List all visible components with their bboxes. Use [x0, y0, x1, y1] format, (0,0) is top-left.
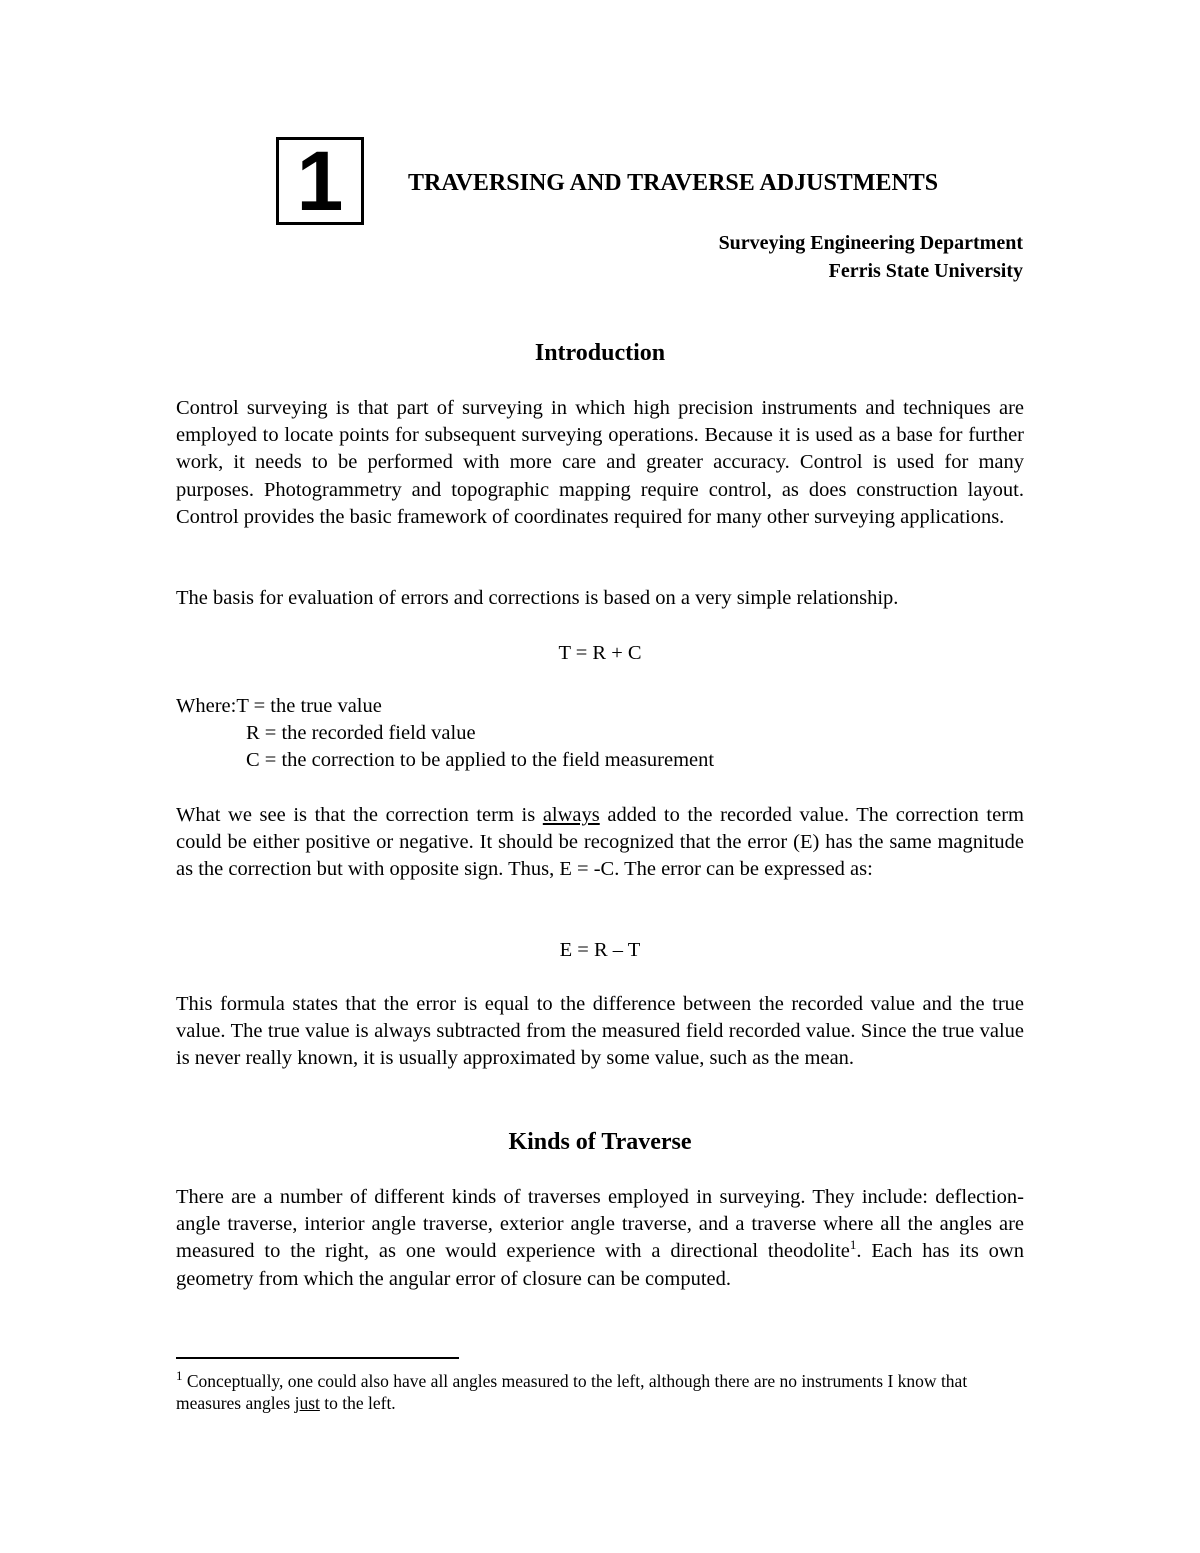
definition-t: T = the true value — [236, 695, 382, 717]
where-label: Where: — [176, 695, 237, 717]
intro-paragraph-2: The basis for evaluation of errors and corrections is based on a very simple relationship. — [176, 587, 899, 609]
paragraph-3-text-start: What we see is that the correction term is — [176, 804, 543, 826]
chapter-title: TRAVERSING AND TRAVERSE ADJUSTMENTS — [408, 170, 939, 196]
kinds-paragraph — [176, 1184, 1024, 1293]
footnote-reference: 1 — [849, 1237, 857, 1253]
paragraph-3-text-end: added to the recorded value. The correction term could be either positive or negative. It should be recognized that the error (E) has the same magnitude as the correction but with opposite sign. Thus, E = -C. The error can be expressed as: — [176, 804, 1024, 881]
definition-r: R = the recorded field value — [246, 722, 476, 745]
definition-c: C = the correction to be applied to the field measurement — [246, 749, 715, 772]
kinds-text-end: . Each has its own geometry from which the angular error of closure can be computed. — [176, 1240, 1024, 1290]
where-definitions — [176, 693, 1024, 775]
formula-true-value: T = R + C — [558, 642, 642, 664]
footnote-text-end: to the left. — [319, 1393, 396, 1413]
footnote-divider — [176, 1357, 459, 1359]
affiliation-block — [719, 229, 1023, 285]
kinds-text-start: There are a number of different kinds of traverses employed in surveying. They include: deflection-angle traverse, interior angle traverse, exterior angle traverse, and a traverse where all the angles are measured to the right, as one would experience with a directional theodolite — [176, 1186, 1024, 1263]
introduction-heading: Introduction — [534, 340, 666, 366]
footnote-1 — [176, 1370, 1024, 1414]
formula-error: E = R – T — [559, 939, 641, 961]
emphasis-just: just — [294, 1393, 320, 1413]
emphasis-always: always — [542, 804, 600, 826]
department-name: Surveying Engineering Department — [718, 232, 1023, 254]
university-name: Ferris State University — [828, 260, 1023, 282]
footnote-marker: 1 — [176, 1368, 183, 1384]
intro-paragraph-1: Control surveying is that part of surveying in which high precision instruments and techniques are employed to locate points for subsequent surveying operations. Because it is used as a base for further work, it needs to be performed with more care and greater accuracy. Control is used for many purposes. Photogrammetry and topographic mapping require control, as does construction layout. Control provides the basic framework of coordinates required for many other surveying applications. — [176, 397, 1024, 528]
kinds-of-traverse-heading: Kinds of Traverse — [508, 1129, 692, 1155]
chapter-number-box — [276, 134, 364, 228]
intro-paragraph-4: This formula states that the error is equal to the difference between the recorded value and the true value. The true value is always subtracted from the measured field recorded value. Since the true value is never really known, it is usually approximated by some value, such as the mean. — [176, 993, 1024, 1070]
where-row-t — [176, 693, 1024, 720]
chapter-number: 1 — [296, 134, 344, 228]
footnote-text-start: Conceptually, one could also have all angles measured to the left, although there are no instruments I know that measures angles — [176, 1371, 968, 1413]
intro-paragraph-3 — [176, 802, 1024, 884]
